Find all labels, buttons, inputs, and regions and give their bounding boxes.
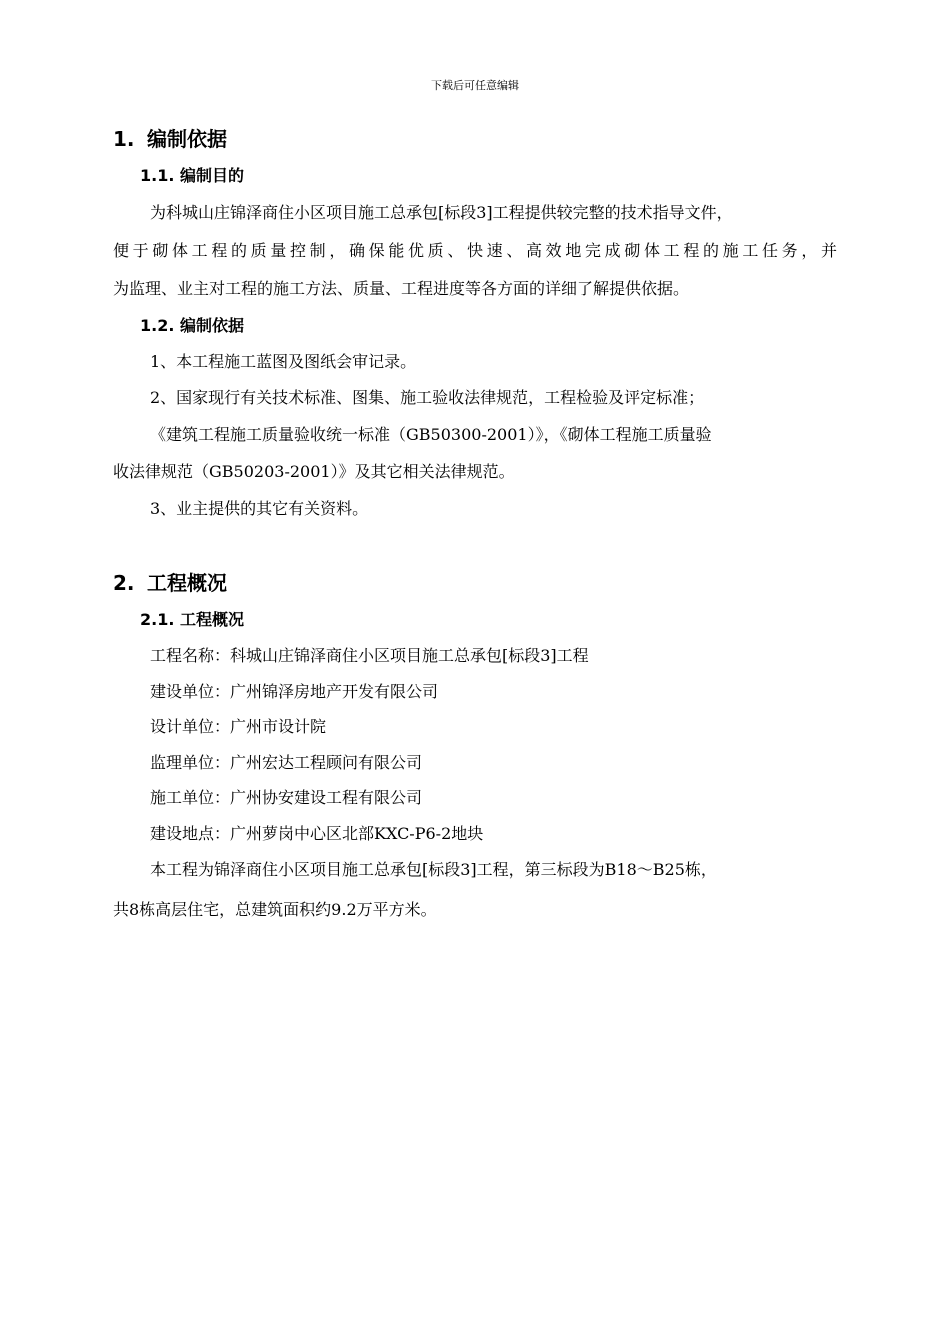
paragraph-line: 共8栋高层住宅，总建筑面积约9.2万平方米。 [113,900,437,919]
page-header: 下载后可任意编辑 [431,79,519,92]
supervision-unit: 监理单位：广州宏达工程顾问有限公司 [150,753,423,772]
subsection-1-1-heading: 1.1. 编制目的 [140,166,244,185]
design-unit: 设计单位：广州市设计院 [150,717,327,736]
subsection-2-1-heading: 2.1. 工程概况 [140,610,244,629]
paragraph-line: 便于砌体工程的质量控制，确保能优质、快速、高效地完成砌体工程的施工任务，并 [113,241,837,260]
paragraph-line: 本工程为锦泽商住小区项目施工总承包[标段3]工程，第三标段为B18～B25栋， [150,860,717,879]
list-item: 2、国家现行有关技术标准、图集、施工验收法律规范，工程检验及评定标准； [150,388,705,407]
section-2-heading [113,569,227,597]
list-item: 3、业主提供的其它有关资料。 [150,499,369,518]
construction-location: 建设地点：广州萝岗中心区北部KXC-P6-2地块 [150,824,484,843]
paragraph-line: 《建筑工程施工质量验收统一标准（GB50300-2001）》，《砌体工程施工质量验 [150,425,712,444]
section-1-heading [113,125,227,153]
owner-unit: 建设单位：广州锦泽房地产开发有限公司 [150,682,439,701]
construction-unit: 施工单位：广州协安建设工程有限公司 [150,788,423,807]
section-2-number: 2. [113,571,135,595]
paragraph-line: 为监理、业主对工程的施工方法、质量、工程进度等各方面的详细了解提供依据。 [113,279,690,298]
list-item: 1、本工程施工蓝图及图纸会审记录。 [150,352,417,371]
project-name: 工程名称：科城山庄锦泽商住小区项目施工总承包[标段3]工程 [150,646,589,665]
section-2-title: 工程概况 [147,571,227,595]
section-1-title: 编制依据 [147,127,227,151]
paragraph-line: 为科城山庄锦泽商住小区项目施工总承包[标段3]工程提供较完整的技术指导文件， [150,203,733,222]
subsection-1-2-heading: 1.2. 编制依据 [140,316,244,335]
section-1-number: 1. [113,127,135,151]
paragraph-line: 收法律规范（GB50203-2001）》及其它相关法律规范。 [113,462,515,481]
